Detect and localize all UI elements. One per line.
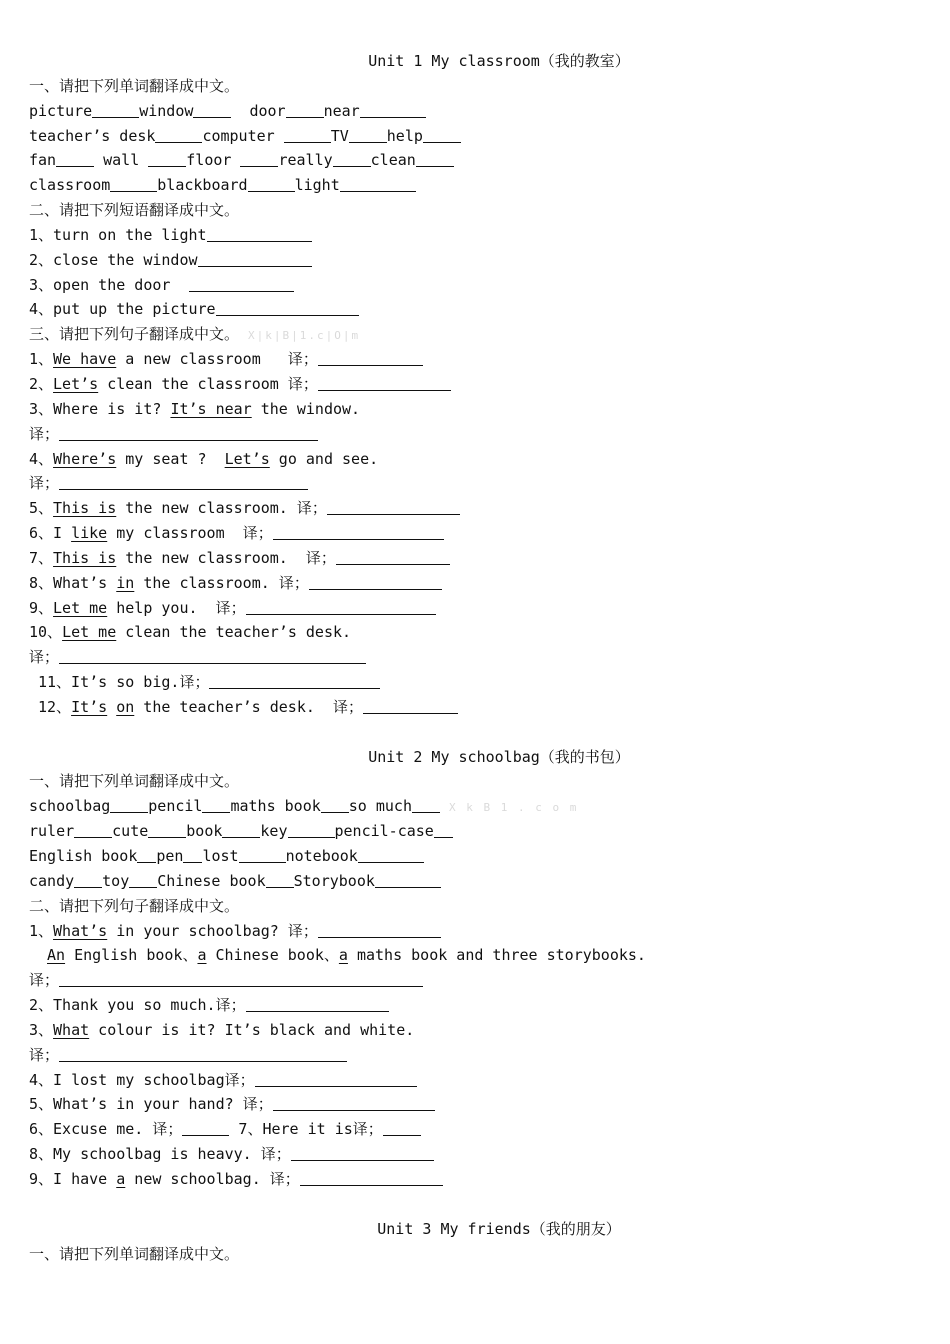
sentence-line bbox=[29, 1092, 929, 1117]
answer-blank[interactable] bbox=[207, 227, 312, 242]
answer-blank[interactable] bbox=[321, 798, 349, 813]
answer-line bbox=[29, 471, 929, 496]
answer-blank[interactable] bbox=[358, 848, 424, 863]
underlined-keyword: Let me bbox=[53, 598, 108, 617]
underlined-keyword: An bbox=[47, 946, 66, 965]
prompt-text: pen bbox=[156, 847, 184, 865]
section-heading: 二、请把下列句子翻译成中文。 bbox=[29, 896, 240, 915]
sentence-line bbox=[29, 943, 929, 968]
prompt-text: 3、Where is it? It’s near the window. bbox=[29, 399, 361, 418]
sentence-line bbox=[29, 1018, 929, 1043]
answer-blank[interactable] bbox=[59, 426, 318, 441]
translate-label: 译； bbox=[332, 697, 363, 716]
answer-blank[interactable] bbox=[412, 798, 440, 813]
section-heading bbox=[29, 322, 929, 347]
answer-blank[interactable] bbox=[59, 475, 308, 490]
answer-blank[interactable] bbox=[288, 823, 335, 838]
spacer bbox=[29, 720, 929, 745]
sentence-line bbox=[29, 993, 929, 1018]
answer-blank[interactable] bbox=[59, 649, 366, 664]
answer-blank[interactable] bbox=[383, 1121, 421, 1136]
answer-blank[interactable] bbox=[291, 1146, 434, 1161]
sentence-line bbox=[29, 571, 929, 596]
prompt-text: 3、What colour is it? It’s black and white. bbox=[29, 1020, 415, 1039]
answer-blank[interactable] bbox=[110, 177, 157, 192]
word-line bbox=[29, 173, 929, 198]
prompt-text: wall bbox=[103, 151, 140, 170]
underlined-keyword: Let’s bbox=[53, 374, 99, 393]
answer-blank[interactable] bbox=[137, 848, 156, 863]
answer-blank[interactable] bbox=[284, 128, 331, 143]
prompt-text: 11、It’s so big. bbox=[38, 673, 180, 692]
underlined-keyword: a bbox=[116, 1169, 126, 1188]
answer-blank[interactable] bbox=[56, 152, 94, 167]
prompt-text: book bbox=[186, 822, 223, 841]
prompt-text: candy bbox=[29, 871, 75, 890]
prompt-text: ruler bbox=[29, 822, 75, 841]
answer-blank[interactable] bbox=[266, 873, 294, 888]
translate-label: 译； bbox=[215, 598, 246, 617]
prompt-text: 1、What’s in your schoolbag? bbox=[29, 921, 279, 940]
underlined-keyword: a bbox=[338, 946, 348, 965]
prompt-text: clean bbox=[370, 151, 416, 170]
translate-label: 译； bbox=[29, 648, 60, 667]
answer-blank[interactable] bbox=[222, 823, 260, 838]
answer-blank[interactable] bbox=[300, 1171, 443, 1186]
sentence-line bbox=[29, 496, 929, 521]
spacer bbox=[29, 1192, 929, 1217]
answer-blank[interactable] bbox=[273, 1096, 435, 1111]
answer-blank[interactable] bbox=[216, 301, 359, 316]
prompt-text: 8、What’s in the classroom. bbox=[29, 573, 270, 592]
prompt-text: light bbox=[294, 176, 340, 195]
section-heading: 一、请把下列单词翻译成中文。 bbox=[29, 1244, 240, 1263]
prompt-text: 4、I lost my schoolbag bbox=[29, 1070, 225, 1089]
prompt-text: so much bbox=[348, 797, 412, 816]
answer-blank[interactable] bbox=[183, 848, 202, 863]
translate-label: 译； bbox=[296, 499, 327, 518]
translate-label: 译； bbox=[29, 1045, 60, 1064]
sentence-line bbox=[29, 620, 929, 645]
translate-label: 译； bbox=[269, 1169, 300, 1188]
word-line bbox=[29, 819, 929, 844]
prompt-text: computer bbox=[202, 126, 275, 145]
prompt-text: 6、I like my classroom bbox=[29, 524, 225, 543]
prompt-text: pencil bbox=[148, 797, 203, 816]
underlined-keyword: Let’s bbox=[224, 449, 270, 468]
underlined-keyword: What bbox=[53, 1020, 90, 1039]
prompt-text: toy bbox=[102, 871, 130, 890]
answer-blank[interactable] bbox=[273, 525, 444, 540]
prompt-text: key bbox=[260, 822, 288, 841]
phrase-line bbox=[29, 297, 929, 322]
answer-blank[interactable] bbox=[189, 277, 294, 292]
phrase-line bbox=[29, 223, 929, 248]
translate-label: 译； bbox=[287, 374, 318, 393]
answer-blank[interactable] bbox=[59, 1047, 347, 1062]
word-line bbox=[29, 99, 929, 124]
sentence-line bbox=[29, 670, 929, 695]
answer-blank[interactable] bbox=[375, 873, 441, 888]
answer-blank[interactable] bbox=[182, 1121, 229, 1136]
prompt-text: cute bbox=[112, 822, 149, 841]
answer-blank[interactable] bbox=[193, 103, 231, 118]
underlined-keyword: We have bbox=[53, 350, 117, 369]
prompt-text: blackboard bbox=[157, 176, 248, 195]
word-line bbox=[29, 124, 929, 149]
underlined-keyword: This is bbox=[53, 499, 117, 518]
word-line bbox=[29, 869, 929, 894]
worksheet-page bbox=[29, 49, 929, 1266]
answer-blank[interactable] bbox=[340, 177, 416, 192]
underlined-keyword: It’s bbox=[71, 697, 108, 716]
answer-blank[interactable] bbox=[333, 152, 371, 167]
answer-blank[interactable] bbox=[318, 351, 423, 366]
underlined-keyword: Let me bbox=[62, 623, 117, 642]
answer-blank[interactable] bbox=[363, 699, 458, 714]
prompt-text: TV bbox=[330, 126, 349, 145]
underlined-keyword: a bbox=[197, 946, 207, 965]
answer-blank[interactable] bbox=[434, 823, 453, 838]
answer-blank[interactable] bbox=[349, 128, 387, 143]
word-line bbox=[29, 794, 929, 819]
underlined-keyword: What’s bbox=[53, 921, 108, 940]
prompt-text: 7、This is the new classroom. bbox=[29, 548, 288, 567]
prompt-text: 2、close the window bbox=[29, 250, 198, 269]
prompt-text: 6、Excuse me. bbox=[29, 1120, 144, 1139]
answer-blank[interactable] bbox=[240, 152, 278, 167]
answer-blank[interactable] bbox=[360, 103, 426, 118]
section-heading: 二、请把下列短语翻译成中文。 bbox=[29, 201, 240, 220]
translate-label: 译； bbox=[287, 350, 318, 369]
prompt-text: 2、Let’s clean the classroom bbox=[29, 374, 279, 393]
translate-label: 译； bbox=[352, 1120, 383, 1139]
underlined-keyword: on bbox=[116, 697, 135, 716]
answer-blank[interactable] bbox=[148, 152, 186, 167]
answer-line bbox=[29, 422, 929, 447]
phrase-line bbox=[29, 248, 929, 273]
prompt-text: picture bbox=[29, 101, 93, 120]
sentence-line bbox=[29, 372, 929, 397]
prompt-text: 5、What’s in your hand? bbox=[29, 1095, 234, 1114]
sentence-line bbox=[29, 447, 929, 472]
section-heading: 一、请把下列单词翻译成中文。 bbox=[29, 76, 240, 95]
prompt-text: 8、My schoolbag is heavy. bbox=[29, 1145, 252, 1164]
answer-blank[interactable] bbox=[248, 177, 295, 192]
answer-blank[interactable] bbox=[327, 500, 460, 515]
word-line bbox=[29, 148, 929, 173]
answer-blank[interactable] bbox=[92, 103, 139, 118]
answer-blank[interactable] bbox=[148, 823, 186, 838]
answer-blank[interactable] bbox=[336, 550, 450, 565]
answer-blank[interactable] bbox=[202, 798, 230, 813]
answer-blank[interactable] bbox=[309, 575, 442, 590]
prompt-text: really bbox=[278, 151, 333, 170]
answer-blank[interactable] bbox=[129, 873, 157, 888]
answer-blank[interactable] bbox=[423, 128, 461, 143]
answer-blank[interactable] bbox=[209, 674, 380, 689]
prompt-text: window bbox=[139, 101, 194, 120]
prompt-text: pencil-case bbox=[334, 822, 434, 841]
sentence-line bbox=[29, 1117, 929, 1142]
sentence-line bbox=[29, 521, 929, 546]
prompt-text: 4、Where’s my seat ? Let’s go and see. bbox=[29, 449, 379, 468]
answer-line bbox=[29, 645, 929, 670]
sentence-line bbox=[29, 1167, 929, 1192]
sentence-line bbox=[29, 695, 929, 720]
sentence-line bbox=[29, 1068, 929, 1093]
prompt-text: 7、Here it is bbox=[238, 1120, 353, 1139]
prompt-text: English book bbox=[29, 847, 138, 865]
underlined-keyword: in bbox=[116, 573, 135, 592]
translate-label: 译； bbox=[224, 1070, 255, 1089]
translate-label: 译； bbox=[29, 971, 60, 990]
prompt-text: 1、turn on the light bbox=[29, 225, 207, 244]
prompt-text: 9、Let me help you. bbox=[29, 598, 198, 617]
phrase-line bbox=[29, 273, 929, 298]
prompt-text: classroom bbox=[29, 176, 111, 195]
answer-blank[interactable] bbox=[110, 798, 148, 813]
translate-label: 译； bbox=[29, 424, 60, 443]
answer-blank[interactable] bbox=[318, 923, 441, 938]
prompt-text: maths book bbox=[230, 797, 321, 816]
answer-blank[interactable] bbox=[155, 128, 202, 143]
answer-blank[interactable] bbox=[255, 1072, 417, 1087]
prompt-text: 9、I have a new schoolbag. bbox=[29, 1169, 261, 1188]
translate-label: 译； bbox=[287, 921, 318, 940]
sentence-line bbox=[29, 347, 929, 372]
translate-label: 译； bbox=[179, 673, 210, 692]
underlined-keyword: This is bbox=[53, 548, 117, 567]
unit-title: Unit 2 My schoolbag（我的书包） bbox=[368, 747, 630, 766]
translate-label: 译； bbox=[29, 474, 60, 493]
prompt-text: notebook bbox=[285, 847, 358, 865]
sentence-line bbox=[29, 546, 929, 571]
prompt-text: floor bbox=[186, 151, 232, 170]
translate-label: 译； bbox=[260, 1145, 291, 1164]
unit-title: Unit 3 My friends（我的朋友） bbox=[377, 1219, 621, 1238]
prompt-text: help bbox=[386, 126, 423, 145]
answer-blank[interactable] bbox=[318, 376, 451, 391]
unit-title: Unit 1 My classroom（我的教室） bbox=[368, 52, 630, 70]
section-heading: 一、请把下列单词翻译成中文。 bbox=[29, 772, 240, 791]
prompt-text: teacher’s desk bbox=[29, 126, 156, 145]
prompt-text: 1、We have a new classroom bbox=[29, 350, 261, 369]
answer-blank[interactable] bbox=[74, 823, 112, 838]
prompt-text: 5、This is the new classroom. bbox=[29, 499, 288, 518]
prompt-text: lost bbox=[202, 847, 239, 865]
answer-line bbox=[29, 968, 929, 993]
word-line bbox=[29, 844, 929, 869]
underlined-keyword: Where’s bbox=[53, 449, 117, 468]
prompt-text: 三、请把下列句子翻译成中文。 bbox=[29, 325, 240, 344]
prompt-text: door bbox=[249, 101, 286, 120]
prompt-text: 4、put up the picture bbox=[29, 300, 216, 319]
prompt-text: Storybook bbox=[293, 871, 375, 890]
watermark-text: X k B 1 . c o m bbox=[449, 801, 579, 815]
prompt-text: schoolbag bbox=[29, 797, 111, 816]
answer-blank[interactable] bbox=[59, 972, 423, 987]
answer-blank[interactable] bbox=[198, 252, 312, 267]
prompt-text: Chinese book bbox=[157, 871, 266, 890]
prompt-text: An English book、a Chinese book、a maths book and three storybooks. bbox=[47, 946, 646, 965]
answer-blank[interactable] bbox=[246, 997, 389, 1012]
translate-label: 译； bbox=[242, 524, 273, 543]
sentence-line bbox=[29, 397, 929, 422]
underlined-keyword: It’s near bbox=[170, 399, 252, 418]
prompt-text: fan bbox=[29, 151, 57, 170]
answer-blank[interactable] bbox=[416, 152, 454, 167]
answer-blank[interactable] bbox=[286, 103, 324, 118]
watermark-text: X|k|B|1.c|O|m bbox=[248, 329, 361, 343]
answer-line bbox=[29, 1043, 929, 1068]
underlined-keyword: like bbox=[71, 524, 108, 543]
translate-label: 译； bbox=[242, 1095, 273, 1114]
prompt-text: near bbox=[323, 101, 360, 120]
translate-label: 译； bbox=[152, 1120, 183, 1139]
translate-label: 译； bbox=[305, 548, 336, 567]
prompt-text: 10、Let me clean the teacher’s desk. bbox=[29, 623, 352, 642]
answer-blank[interactable] bbox=[246, 600, 436, 615]
answer-blank[interactable] bbox=[74, 873, 102, 888]
prompt-text: 12、It’s on the teacher’s desk. bbox=[38, 697, 315, 716]
sentence-line bbox=[29, 596, 929, 621]
prompt-text: 3、open the door bbox=[29, 275, 171, 294]
sentence-line bbox=[29, 919, 929, 944]
sentence-line bbox=[29, 1142, 929, 1167]
translate-label: 译； bbox=[215, 996, 246, 1015]
answer-blank[interactable] bbox=[239, 848, 286, 863]
prompt-text: 2、Thank you so much. bbox=[29, 996, 216, 1015]
translate-label: 译； bbox=[278, 573, 309, 592]
